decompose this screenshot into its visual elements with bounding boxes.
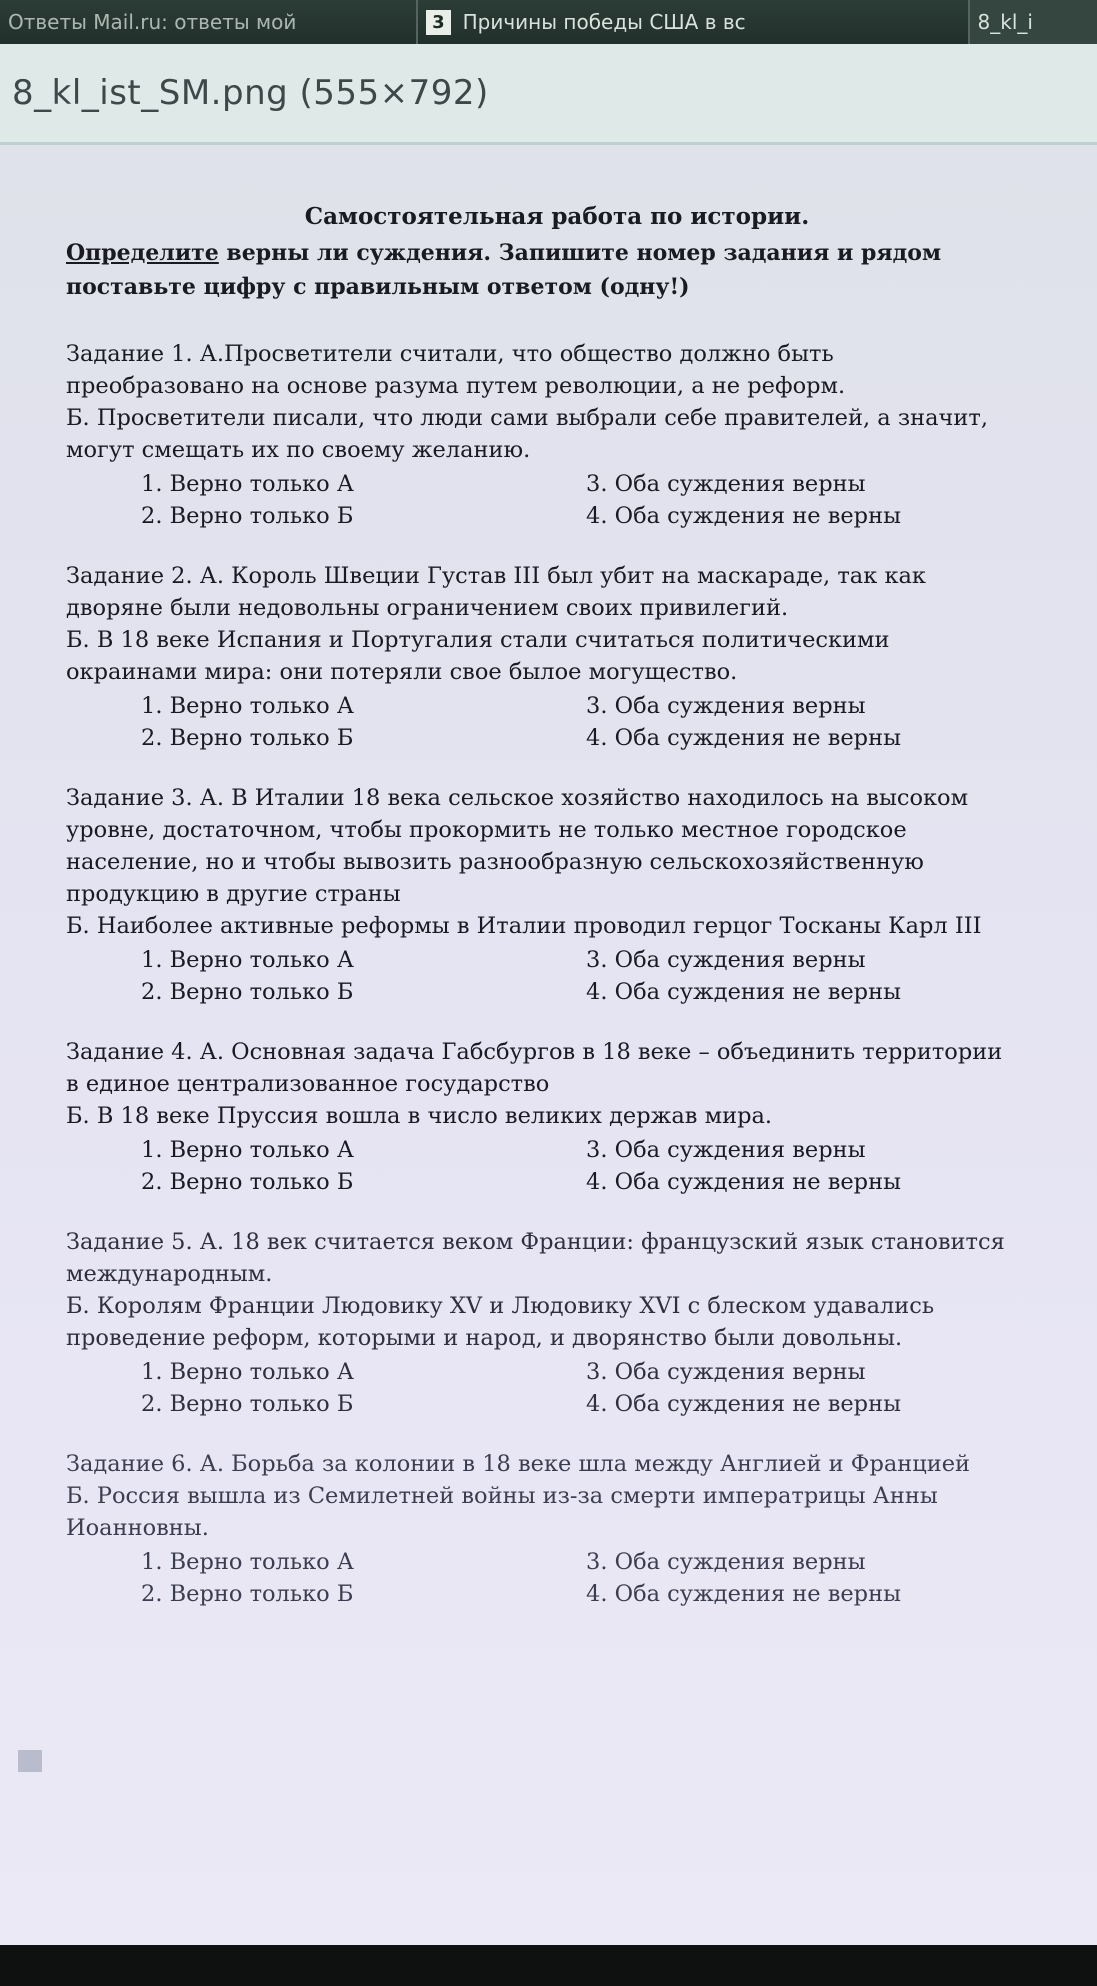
answer-option: 4. Оба суждения не верны — [586, 503, 901, 529]
instruction-text: верны ли суждения. Запишите номер задания и рядом поставьте цифру с правильным ответом (одну!) — [66, 240, 942, 300]
tab-number-badge: 3 — [426, 10, 451, 35]
answer-option: 3. Оба суждения верны — [586, 1137, 866, 1163]
answer-options — [66, 468, 1056, 532]
task-line: Задание 2. А. Король Швеции Густав III был убит на маскараде, так как — [66, 563, 926, 589]
answer-option: 3. Оба суждения верны — [586, 947, 866, 973]
answer-options — [66, 690, 1056, 754]
task-2 — [66, 560, 1056, 754]
task-line: Задание 1. А.Просветители считали, что общество должно быть — [66, 341, 834, 367]
task-1 — [66, 338, 1056, 532]
worksheet-instruction — [66, 236, 1006, 304]
task-line: уровне, достаточном, чтобы прокормить не только местное городское — [66, 817, 907, 843]
answer-option: 3. Оба суждения верны — [586, 471, 866, 497]
tab-label: Ответы Mail.ru: ответы мой — [8, 10, 297, 34]
answer-options — [66, 1134, 1056, 1198]
task-line: Задание 6. А. Борьба за колонии в 18 веке шла между Англией и Францией — [66, 1451, 971, 1477]
task-line: Задание 3. А. В Италии 18 века сельское хозяйство находилось на высоком — [66, 785, 969, 811]
task-line: продукцию в другие страны — [66, 881, 401, 907]
task-line: в единое централизованное государство — [66, 1071, 550, 1097]
answer-option: 1. Верно только А — [141, 947, 354, 973]
image-viewer-canvas — [0, 145, 1097, 1945]
answer-option: 2. Верно только Б — [141, 979, 354, 1005]
task-line: Задание 5. А. 18 век считается веком Франции: французский язык становится — [66, 1229, 1005, 1255]
answer-options — [66, 1356, 1056, 1420]
task-6 — [66, 1448, 1056, 1610]
task-line: преобразовано на основе разума путем революции, а не реформ. — [66, 373, 846, 399]
image-title: 8_kl_ist_SM.png (555×792) — [12, 73, 489, 113]
answer-option: 3. Оба суждения верны — [586, 1359, 866, 1385]
answer-option: 1. Верно только А — [141, 693, 354, 719]
tab-usa-victory[interactable] — [416, 0, 967, 44]
answer-option: 4. Оба суждения не верны — [586, 1169, 901, 1195]
answer-option: 1. Верно только А — [141, 1137, 354, 1163]
answer-option: 4. Оба суждения не верны — [586, 1391, 901, 1417]
task-3 — [66, 782, 1056, 1008]
tab-image-file[interactable] — [968, 0, 1097, 44]
worksheet-title: Самостоятельная работа по истории. — [304, 203, 810, 230]
tab-label: 8_kl_i — [977, 10, 1033, 34]
task-line: Задание 4. А. Основная задача Габсбургов в 18 веке – объединить территории — [66, 1039, 1003, 1065]
answer-option: 3. Оба суждения верны — [586, 1549, 866, 1575]
task-line: Б. Россия вышла из Семилетней войны из-за смерти императрицы Анны — [66, 1483, 938, 1509]
answer-option: 1. Верно только А — [141, 1359, 354, 1385]
tab-mail-answers[interactable] — [0, 0, 416, 44]
answer-option: 1. Верно только А — [141, 1549, 354, 1575]
task-5 — [66, 1226, 1056, 1420]
task-line: Б. Королям Франции Людовику XV и Людовику XVI с блеском удавались — [66, 1293, 935, 1319]
answer-option: 1. Верно только А — [141, 471, 354, 497]
browser-tab-bar — [0, 0, 1097, 44]
task-4 — [66, 1036, 1056, 1198]
task-line: население, но и чтобы вывозить разнообразную сельскохозяйственную — [66, 849, 924, 875]
image-viewer-title-bar — [0, 44, 1097, 145]
task-line: Б. В 18 веке Испания и Португалия стали считаться политическими — [66, 627, 890, 653]
task-line: Б. Просветители писали, что люди сами выбрали себе правителей, а значит, — [66, 405, 988, 431]
task-line: могут смещать их по своему желанию. — [66, 437, 531, 463]
instruction-underlined-word: Определите — [66, 240, 219, 266]
answer-option: 2. Верно только Б — [141, 1581, 354, 1607]
answer-options — [66, 944, 1056, 1008]
screen-bezel-bottom — [0, 1945, 1097, 1986]
answer-option: 2. Верно только Б — [141, 1169, 354, 1195]
task-line: Иоанновны. — [66, 1515, 209, 1541]
answer-option: 2. Верно только Б — [141, 503, 354, 529]
answer-options — [66, 1546, 1056, 1610]
answer-option: 2. Верно только Б — [141, 725, 354, 751]
answer-option: 3. Оба суждения верны — [586, 693, 866, 719]
task-line: дворяне были недовольны ограничением своих привилегий. — [66, 595, 789, 621]
bookmark-icon[interactable] — [18, 1750, 42, 1772]
worksheet-document — [62, 203, 1052, 1638]
task-line: окраинами мира: они потеряли свое былое могущество. — [66, 659, 738, 685]
task-line: международным. — [66, 1261, 273, 1287]
answer-option: 2. Верно только Б — [141, 1391, 354, 1417]
task-line: проведение реформ, которыми и народ, и дворянство были довольны. — [66, 1325, 903, 1351]
answer-option: 4. Оба суждения не верны — [586, 1581, 901, 1607]
answer-option: 4. Оба суждения не верны — [586, 725, 901, 751]
task-line: Б. Наиболее активные реформы в Италии проводил герцог Тосканы Карл III — [66, 913, 982, 939]
answer-option: 4. Оба суждения не верны — [586, 979, 901, 1005]
task-line: Б. В 18 веке Пруссия вошла в число великих держав мира. — [66, 1103, 773, 1129]
tab-label: Причины победы США в вс — [462, 10, 746, 34]
